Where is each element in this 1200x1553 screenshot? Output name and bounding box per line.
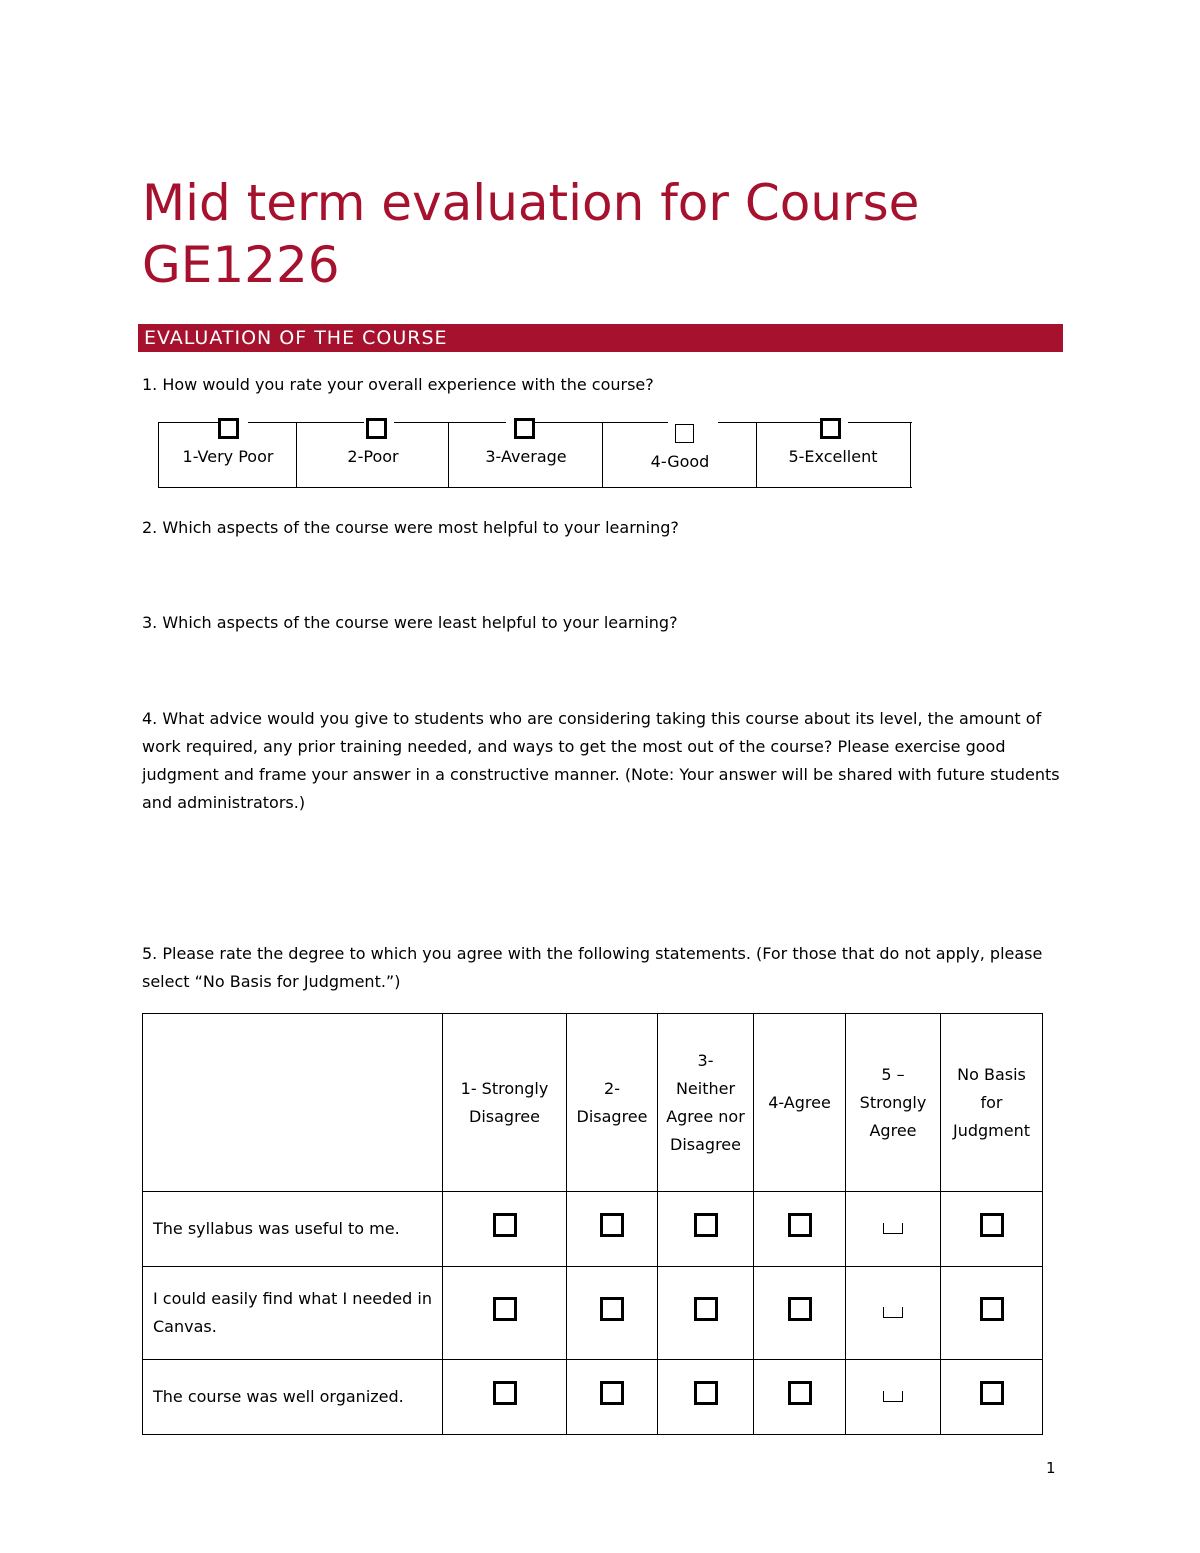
- rating-checkbox-poor[interactable]: [366, 418, 387, 439]
- overall-rating-scale: [158, 422, 912, 488]
- checkbox-neutral[interactable]: [694, 1297, 718, 1321]
- checkbox-no-basis[interactable]: [980, 1213, 1004, 1237]
- question-5: 5. Please rate the degree to which you agree with the following statements. (For those that do not apply, please select “No Basis for Judgment.”): [142, 944, 1043, 991]
- checkbox-no-basis[interactable]: [980, 1381, 1004, 1405]
- checkbox-no-basis[interactable]: [980, 1297, 1004, 1321]
- checkbox-strongly-disagree[interactable]: [493, 1381, 517, 1405]
- table-header-blank: [143, 1014, 443, 1192]
- agreement-table: [142, 1013, 1043, 1435]
- checkbox-disagree[interactable]: [600, 1213, 624, 1237]
- header-disagree: 2- Disagree: [567, 1014, 658, 1192]
- table-row: [143, 1192, 1043, 1267]
- question-4: 4. What advice would you give to students who are considering taking this course about its level, the amount of work required, any prior training needed, and ways to get the most out of the course? Please exercise good judgment and frame your answer in a constructive manner. (Note: Your answer will be shared with future students and administrators.): [142, 709, 1060, 812]
- checkbox-strongly-agree[interactable]: [883, 1223, 903, 1234]
- header-no-basis: No Basis for Judgment: [941, 1014, 1043, 1192]
- rating-label-poor: 2-Poor: [347, 447, 399, 466]
- checkbox-strongly-disagree[interactable]: [493, 1213, 517, 1237]
- table-row: [143, 1267, 1043, 1360]
- checkbox-neutral[interactable]: [694, 1213, 718, 1237]
- header-neutral: 3- Neither Agree nor Disagree: [658, 1014, 754, 1192]
- checkbox-disagree[interactable]: [600, 1297, 624, 1321]
- rating-checkbox-good[interactable]: [675, 424, 694, 443]
- rating-checkbox-average[interactable]: [514, 418, 535, 439]
- statement-syllabus: The syllabus was useful to me.: [143, 1192, 443, 1267]
- table-row: [143, 1360, 1043, 1435]
- question-1: 1. How would you rate your overall experience with the course?: [142, 375, 654, 394]
- rating-label-good: 4-Good: [650, 452, 710, 471]
- rating-label-very-poor: 1-Very Poor: [182, 447, 274, 466]
- checkbox-agree[interactable]: [788, 1297, 812, 1321]
- rating-label-excellent: 5-Excellent: [788, 447, 878, 466]
- header-agree: 4-Agree: [754, 1014, 846, 1192]
- header-strongly-agree: 5 – Strongly Agree: [846, 1014, 941, 1192]
- rating-checkbox-excellent[interactable]: [820, 418, 841, 439]
- checkbox-strongly-agree[interactable]: [883, 1307, 903, 1318]
- checkbox-strongly-agree[interactable]: [883, 1391, 903, 1402]
- checkbox-agree[interactable]: [788, 1213, 812, 1237]
- section-heading: EVALUATION OF THE COURSE: [144, 327, 448, 349]
- question-3: 3. Which aspects of the course were least helpful to your learning?: [142, 613, 678, 632]
- statement-organized: The course was well organized.: [143, 1360, 443, 1435]
- checkbox-neutral[interactable]: [694, 1381, 718, 1405]
- question-2: 2. Which aspects of the course were most helpful to your learning?: [142, 518, 679, 537]
- table-header-row: [143, 1014, 1043, 1192]
- rating-label-average: 3-Average: [485, 447, 567, 466]
- checkbox-agree[interactable]: [788, 1381, 812, 1405]
- page-title: Mid term evaluation for Course GE1226: [142, 174, 920, 294]
- rating-checkbox-very-poor[interactable]: [218, 418, 239, 439]
- page-number: 1: [1046, 1459, 1056, 1477]
- header-strongly-disagree: 1- Strongly Disagree: [443, 1014, 567, 1192]
- checkbox-strongly-disagree[interactable]: [493, 1297, 517, 1321]
- statement-canvas: I could easily find what I needed in Canvas.: [143, 1267, 443, 1360]
- checkbox-disagree[interactable]: [600, 1381, 624, 1405]
- section-heading-bar: [138, 324, 1063, 352]
